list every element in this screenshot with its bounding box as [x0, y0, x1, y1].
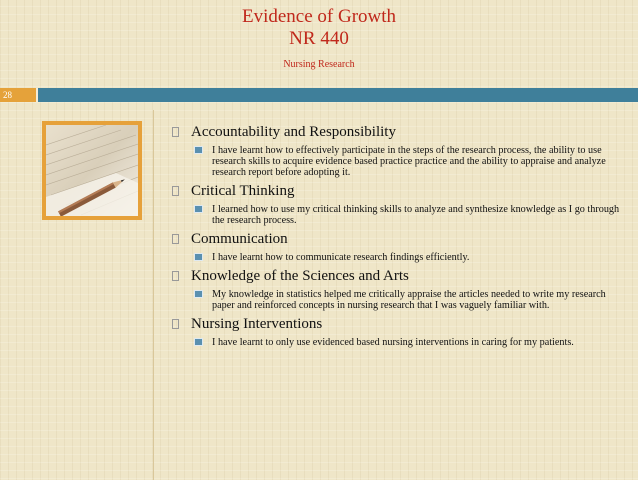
bullet-list	[172, 124, 622, 353]
square-bullet-icon	[172, 271, 179, 281]
section-heading: Communication	[191, 231, 288, 247]
pencil-icon	[46, 125, 138, 216]
slide-title	[0, 6, 638, 70]
slide-number: 28	[3, 90, 12, 100]
square-bullet-icon	[194, 205, 203, 213]
square-bullet-icon	[172, 127, 179, 137]
square-bullet-icon	[194, 290, 203, 298]
section-knowledge	[172, 268, 622, 311]
section-heading: Knowledge of the Sciences and Arts	[191, 268, 409, 284]
section-detail: I have learnt how to effectively participate in the steps of the research process, the ability to use research skills to acquire evidence based practice practice and the ability to appraise and analyze research report before adopting it.	[212, 145, 606, 178]
section-detail: My knowledge in statistics helped me critically appraise the articles needed to write my research paper and reinforced concepts in nursing research that I was vaguely familiar with.	[212, 289, 606, 311]
pencil-paper-photo	[42, 121, 142, 220]
section-detail: I have learnt how to communicate research findings efficiently.	[212, 252, 470, 263]
square-bullet-icon	[194, 338, 203, 346]
section-critical-thinking	[172, 183, 622, 226]
slide-subtitle: Nursing Research	[283, 59, 355, 70]
section-detail: I have learnt to only use evidenced based nursing interventions in caring for my patients.	[212, 337, 574, 348]
section-accountability	[172, 124, 622, 178]
square-bullet-icon	[172, 186, 179, 196]
section-heading: Accountability and Responsibility	[191, 124, 396, 140]
content-divider	[153, 110, 154, 480]
title-line-2: NR 440	[289, 28, 349, 49]
section-detail: I learned how to use my critical thinking skills to analyze and synthesize knowledge as I go through the research process.	[212, 204, 620, 226]
square-bullet-icon	[172, 319, 179, 329]
section-communication	[172, 231, 622, 263]
section-heading: Critical Thinking	[191, 183, 295, 199]
title-line-1: Evidence of Growth	[241, 6, 397, 27]
section-nursing-interventions	[172, 316, 622, 348]
section-heading: Nursing Interventions	[191, 316, 323, 332]
slide-number-band	[0, 88, 36, 102]
square-bullet-icon	[172, 234, 179, 244]
square-bullet-icon	[194, 146, 203, 154]
header-band	[38, 88, 638, 102]
square-bullet-icon	[194, 253, 203, 261]
